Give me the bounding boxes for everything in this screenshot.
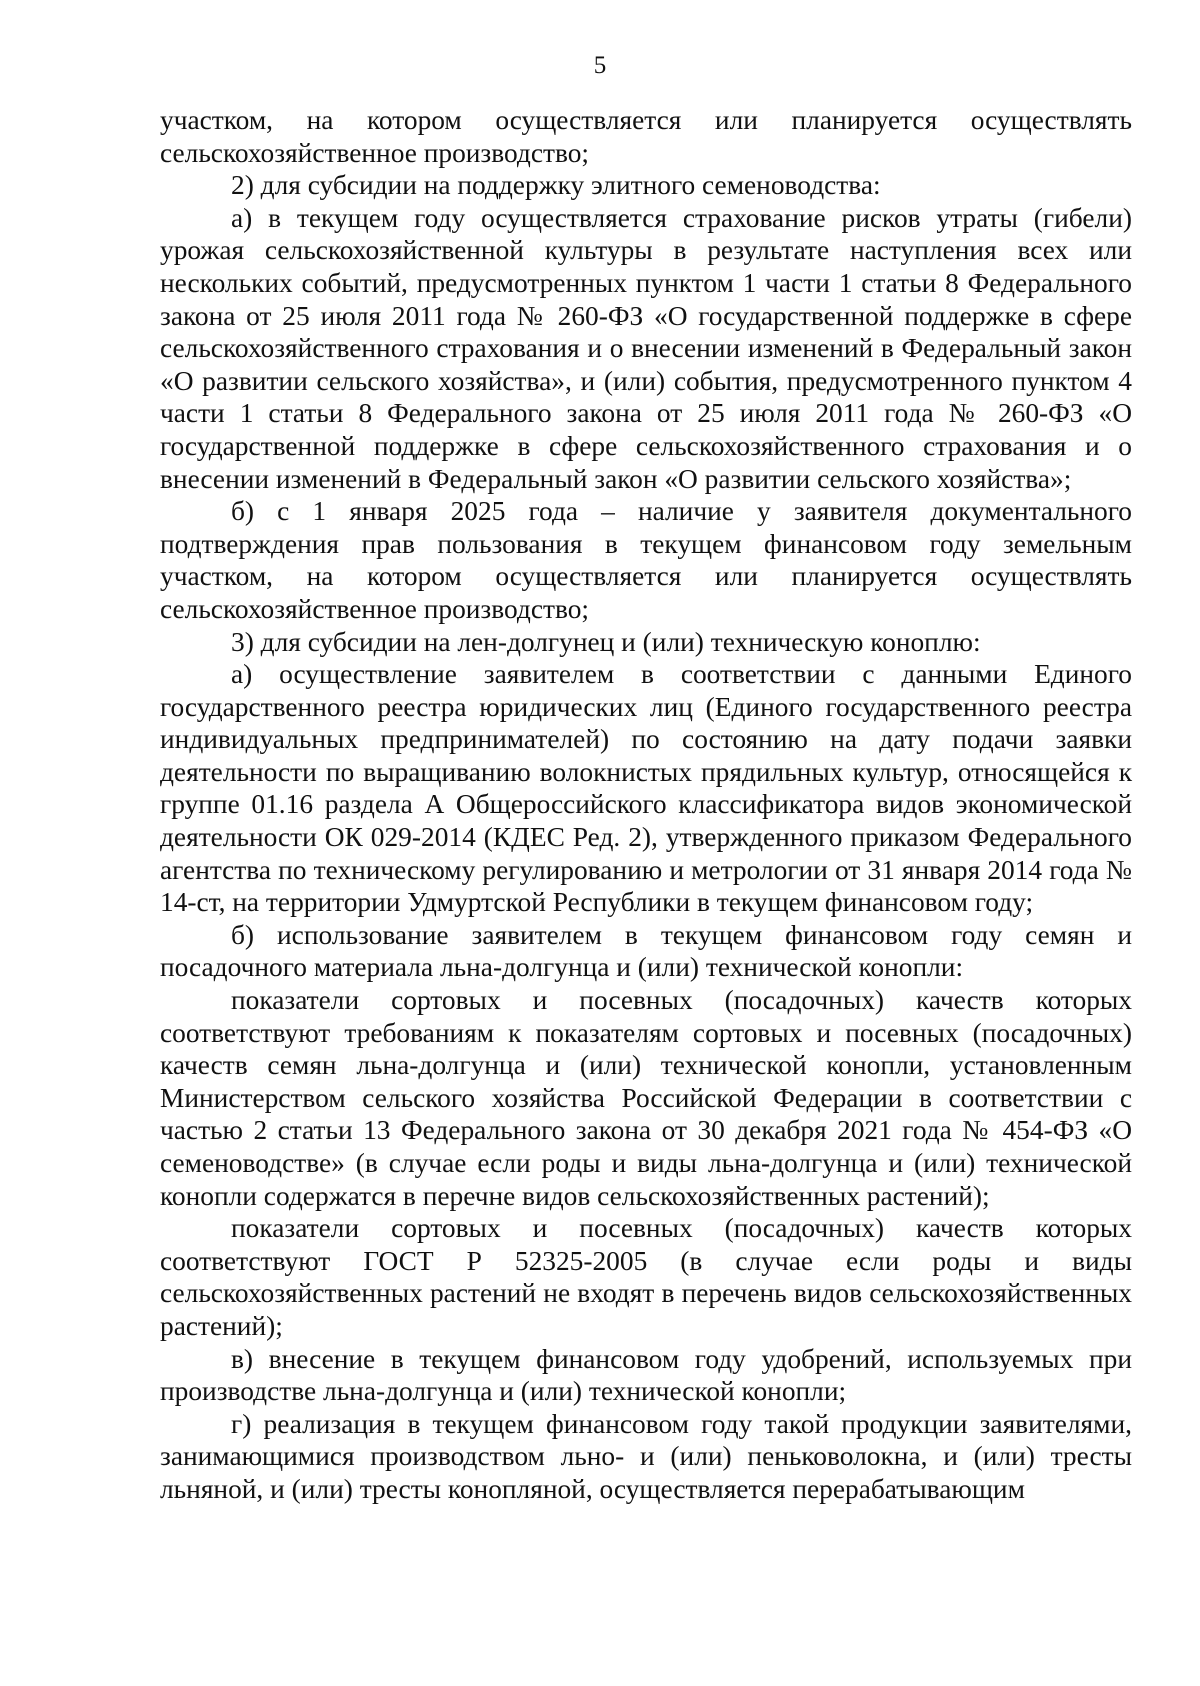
paragraph-subitem-2a: а) в текущем году осуществляется страхование рисков утраты (гибели) урожая сельскохозяйственной культуры в результате наступления всех или нескольких событий, предусмотренных пунктом 1 части 1 статьи 8 Федерального закона от 25 июля 2011 года № 260-ФЗ «О государственной поддержке в сфере сельскохозяйственного страхования и о внесении изменений в Федеральный закон «О развитии сельского хозяйства», и (или) события, предусмотренного пунктом 4 части 1 статьи 8 Федерального закона от 25 июля 2011 года № 260-ФЗ «О государственной поддержке в сфере сельскохозяйственного страхования и о внесении изменений в Федеральный закон «О развитии сельского хозяйства»; xyxy=(160,202,1132,494)
paragraph-subitem-3b: б) использование заявителем в текущем финансовом году семян и посадочного материала льна-долгунца и (или) технической конопли: xyxy=(160,919,1132,983)
page-number: 5 xyxy=(593,52,607,79)
paragraph-subitem-2b: б) с 1 января 2025 года – наличие у заявителя документального подтверждения прав пользования в текущем финансовом году земельным участком, на котором осуществляется или планируется осуществлять сельскохозяйственное производство; xyxy=(160,496,1132,624)
document-body xyxy=(160,104,1132,1506)
paragraph-indicator-1: показатели сортовых и посевных (посадочных) качеств которых соответствуют требованиям к показателям сортовых и посевных (посадочных) качеств семян льна-долгунца и (или) технической конопли, установленным Министерством сельского хозяйства Российской Федерации в соответствии с частью 2 статьи 13 Федерального закона от 30 декабря 2021 года № 454-ФЗ «О семеноводстве» (в случае если роды и виды льна-долгунца и (или) технической конопли содержатся в перечне видов сельскохозяйственных растений); xyxy=(160,985,1132,1211)
paragraph-subitem-3g: г) реализация в текущем финансовом году такой продукции заявителями, занимающимися производством льно- и (или) пеньковолокна, и (или) тресты льняной, и (или) тресты конопляной, осуществляется перерабатывающим xyxy=(160,1408,1132,1504)
paragraph-subitem-3v: в) внесение в текущем финансовом году удобрений, используемых при производстве льна-долгунца и (или) технической конопли; xyxy=(160,1343,1132,1407)
paragraph-item-2: 2) для субсидии на поддержку элитного семеноводства: xyxy=(231,170,881,201)
paragraph-item-3: 3) для субсидии на лен-долгунец и (или) техническую коноплю: xyxy=(231,626,981,657)
paragraph-subitem-3a: а) осуществление заявителем в соответствии с данными Единого государственного реестра юридических лиц (Единого государственного реестра индивидуальных предпринимателей) по состоянию на дату подачи заявки деятельности по выращиванию волокнистых прядильных культур, относящейся к группе 01.16 раздела А Общероссийского классификатора видов экономической деятельности ОК 029-2014 (КДЕС Ред. 2), утвержденного приказом Федерального агентства по техническому регулированию и метрологии от 31 января 2014 года № 14-ст, на территории Удмуртской Республики в текущем финансовом году; xyxy=(160,659,1132,918)
paragraph-continuation: участком, на котором осуществляется или планируется осуществлять сельскохозяйственное производство; xyxy=(160,105,1132,168)
paragraph-indicator-2: показатели сортовых и посевных (посадочных) качеств которых соответствуют ГОСТ Р 52325-2005 (в случае если роды и виды сельскохозяйственных растений не входят в перечень видов сельскохозяйственных растений); xyxy=(160,1213,1132,1341)
